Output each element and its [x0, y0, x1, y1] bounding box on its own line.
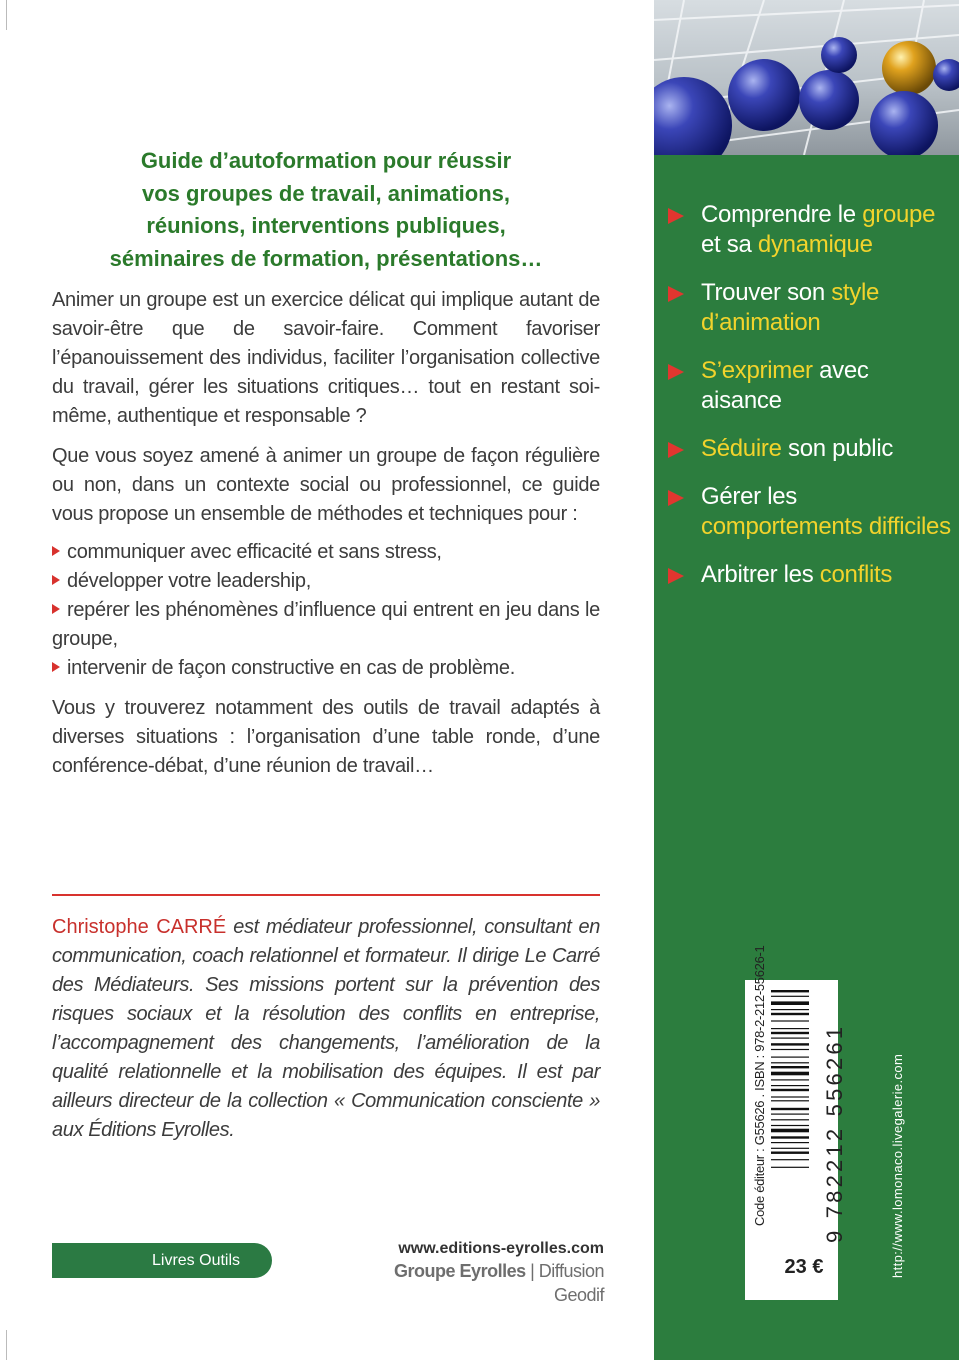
barcode-bar	[771, 1108, 809, 1110]
bullet-text: repérer les phénomènes d’influence qui entrent en jeu dans le groupe,	[52, 599, 600, 650]
barcode-bar	[771, 1125, 809, 1126]
photo-credit: http://www.lomonaco.livegalerie.com	[890, 1053, 905, 1278]
red-arrow-icon	[668, 364, 684, 380]
bullet-text: développer votre leadership,	[67, 570, 311, 592]
barcode-bar	[771, 996, 809, 997]
feature-item	[668, 356, 953, 416]
bullet-item	[52, 538, 600, 567]
bullet-item	[52, 567, 600, 596]
barcode-bar	[771, 1038, 809, 1039]
feature-list	[668, 200, 953, 590]
red-arrow-icon	[668, 490, 684, 506]
bullet-text: communiquer avec efficacité et sans stress,	[67, 541, 442, 563]
barcode-bar	[771, 1119, 809, 1120]
author-bio	[52, 913, 600, 1145]
sphere-blue	[933, 59, 959, 91]
barcode-bar	[771, 1049, 809, 1050]
feature-highlight: conflits	[819, 561, 893, 588]
barcode-bar	[771, 1148, 809, 1149]
barcode-bar	[771, 1028, 809, 1029]
spheres-illustration	[654, 0, 959, 155]
feature-text: et sa	[701, 231, 758, 258]
barcode-bar	[771, 1009, 809, 1010]
sphere-blue	[870, 91, 938, 155]
feature-item	[668, 482, 953, 542]
publisher-url[interactable]: www.editions-eyrolles.com	[398, 1240, 604, 1257]
feature-text: avec aisance	[701, 357, 869, 414]
bullet-text: intervenir de façon constructive en cas de problème.	[67, 657, 515, 679]
feature-highlight: Séduire	[701, 435, 782, 462]
bullet-item	[52, 654, 600, 683]
bullet-item	[52, 596, 600, 654]
feature-text: Gérer les	[701, 483, 797, 510]
feature-highlight: S’exprimer	[701, 357, 813, 384]
barcode-bar	[771, 1062, 809, 1063]
barcode-bar	[771, 990, 809, 992]
price: 23 €	[784, 1256, 824, 1278]
sphere-blue	[821, 37, 857, 73]
barcode-icon	[771, 990, 809, 1225]
red-triangle-bullet-icon	[52, 604, 60, 614]
feature-text: son public	[781, 435, 894, 462]
barcode-bar	[771, 1100, 809, 1101]
barcode-bar	[771, 1096, 809, 1097]
red-arrow-icon	[668, 208, 684, 224]
intro-paragraph: Animer un groupe est un exercice délicat qui implique autant de savoir-être que de savoir-faire. Comment favoriser l’épanouissement des individus, faciliter l’organisation collective du travail, gérer les situations critiques… tout en restant soi-même, authentique et responsable ?	[52, 289, 600, 427]
sphere-blue	[799, 70, 859, 130]
barcode-bar	[771, 1079, 809, 1080]
barcode-bar	[771, 1129, 809, 1133]
barcode-bar	[771, 1020, 809, 1021]
publisher-block	[350, 1239, 604, 1307]
bullet-list	[52, 538, 600, 683]
publisher-group	[350, 1259, 604, 1307]
author-bio-text: est médiateur professionnel, consultant en communication, coach relationnel et formateur. Il dirige Le Carré des Médiateurs. Ses missions portent sur la prévention des risques sociaux et la résolution des conflits en entreprise, l’accompagnement des changements, l’amélioration de la qualité relationnelle et la mobilisation des équipes. Il est par ailleurs directeur de la collection « Communication consciente » aux Éditions Eyrolles.	[52, 916, 600, 1141]
sphere-blue	[654, 77, 732, 155]
tagline-line: Guide d’autoformation pour réussir	[140, 148, 512, 173]
sphere-gold	[882, 41, 936, 95]
barcode-bar	[771, 1152, 809, 1154]
feature-item	[668, 434, 953, 464]
barcode-bar	[771, 1085, 809, 1086]
publisher-group-name: Groupe Eyrolles	[394, 1261, 526, 1281]
divider	[52, 894, 600, 896]
feature-text: Trouver son	[701, 279, 832, 306]
tagline-line: séminaires de formation, présentations…	[109, 245, 543, 271]
feature-text: Arbitrer les	[701, 561, 820, 588]
barcode-bar	[771, 1136, 809, 1138]
feature-highlight: dynamique	[757, 231, 873, 258]
red-arrow-icon	[668, 442, 684, 458]
sphere-blue	[728, 59, 800, 131]
cover-photo-spheres	[654, 0, 959, 155]
barcode-bar	[771, 1142, 809, 1143]
publisher-diffusion: Diffusion Geodif	[538, 1261, 604, 1305]
barcode-bar	[771, 1114, 809, 1115]
feature-item	[668, 200, 953, 260]
barcode-bar	[771, 1167, 809, 1168]
barcode-bar	[771, 1089, 809, 1091]
barcode-bar	[771, 1001, 809, 1005]
isbn-code-line: Code éditeur : G55626 . ISBN : 978-2-212-55626-1	[752, 945, 767, 1226]
feature-item	[668, 278, 953, 338]
barcode-bar	[771, 1032, 809, 1034]
tagline-line: réunions, interventions publiques,	[146, 213, 506, 238]
barcode-digits: 9 782212 556261	[822, 1023, 847, 1243]
tagline-line: vos groupes de travail, animations,	[142, 180, 510, 206]
barcode-bar	[771, 1072, 809, 1076]
barcode-bar	[771, 1066, 809, 1068]
barcode-bar	[771, 1159, 809, 1160]
purpose-paragraph: Que vous soyez amené à animer un groupe de façon régulière ou non, dans un contexte social ou professionnel, ce guide vous propose un ensemble de méthodes et techniques pour :	[52, 445, 600, 525]
feature-item	[668, 560, 953, 590]
tools-paragraph: Vous y trouverez notamment des outils de travail adaptés à diverses situations : l’organisation d’une table ronde, d’une conférence-débat, d’une réunion de travail…	[52, 697, 600, 777]
feature-highlight: comportements difficiles	[701, 513, 951, 540]
red-triangle-bullet-icon	[52, 575, 60, 585]
feature-highlight: style d’animation	[701, 279, 880, 336]
barcode-bar	[771, 1013, 809, 1015]
publisher-separator: |	[525, 1261, 539, 1281]
feature-highlight: groupe	[862, 201, 936, 228]
red-arrow-icon	[668, 568, 684, 584]
barcode-bar	[771, 1057, 809, 1058]
trim-mark-top	[6, 0, 7, 30]
red-arrow-icon	[668, 286, 684, 302]
author-name: Christophe CARRÉ	[52, 916, 227, 938]
series-badge	[52, 1243, 272, 1278]
series-label: Livres Outils	[152, 1252, 241, 1269]
barcode-bar	[771, 1043, 809, 1045]
red-triangle-bullet-icon	[52, 546, 60, 556]
red-triangle-bullet-icon	[52, 662, 60, 672]
feature-text: Comprendre le	[701, 201, 863, 228]
tagline	[52, 145, 600, 275]
trim-mark-bottom	[6, 1330, 7, 1360]
